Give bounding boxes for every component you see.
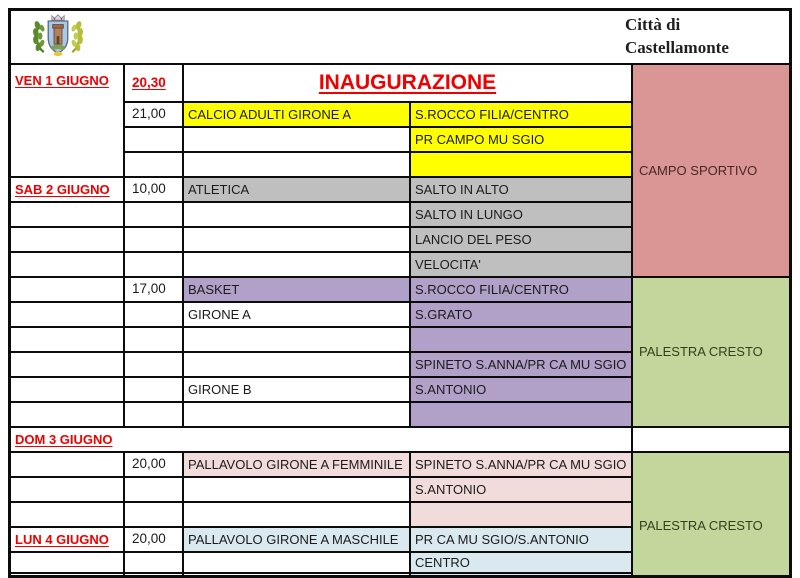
- date-cell: [11, 303, 123, 326]
- location-cell: [411, 153, 631, 176]
- location-cell: S.ANTONIO: [411, 378, 631, 401]
- location-cell: SPINETO S.ANNA/PR CA MU SGIO: [411, 353, 631, 376]
- time-cell: 17,00: [125, 278, 182, 301]
- location-cell: LANCIO DEL PESO: [411, 228, 631, 251]
- venue-palestra-cresto: PALESTRA CRESTO: [633, 453, 789, 578]
- location-cell: VELOCITA': [411, 253, 631, 276]
- date-cell: [11, 378, 123, 401]
- location-cell: [411, 328, 631, 351]
- event-cell: [184, 478, 409, 501]
- time-cell: 20,00: [125, 453, 182, 476]
- date-cell: [11, 203, 123, 226]
- date-cell: [11, 278, 123, 301]
- date-cell: [11, 503, 123, 526]
- event-cell: BASKET: [184, 278, 409, 301]
- date-lun-4-giugno: LUN 4 GIUGNO: [11, 528, 123, 551]
- time-cell: [125, 328, 182, 351]
- event-cell: [184, 353, 409, 376]
- event-cell: [184, 228, 409, 251]
- time-cell: 20,30: [125, 65, 182, 101]
- time-cell: 20,00: [125, 528, 182, 551]
- event-cell: GIRONE B: [184, 378, 409, 401]
- time-cell: 21,00: [125, 103, 182, 126]
- event-cell: [184, 203, 409, 226]
- city-title-line2: Castellamonte: [625, 38, 729, 57]
- event-cell: [184, 328, 409, 351]
- event-cell: PALLAVOLO GIRONE A FEMMINILE: [184, 453, 409, 476]
- location-cell: S.ANTONIO: [411, 478, 631, 501]
- date-dom-3-giugno: DOM 3 GIUGNO: [11, 428, 631, 451]
- date-cell: [11, 553, 123, 572]
- location-cell: S.ROCCO FILIA/CENTRO: [411, 278, 631, 301]
- event-cell: [184, 128, 409, 151]
- date-cell: [11, 453, 123, 476]
- location-cell: CENTRO: [411, 553, 631, 572]
- location-cell: SPINETO S.ANNA/PR CA MU SGIO: [411, 453, 631, 476]
- time-cell: [125, 228, 182, 251]
- date-cell: [11, 574, 123, 578]
- location-cell: SALTO IN ALTO: [411, 178, 631, 201]
- time-cell: [125, 353, 182, 376]
- event-cell: [184, 403, 409, 426]
- venue-campo-sportivo: CAMPO SPORTIVO: [633, 65, 789, 276]
- time-cell: [125, 253, 182, 276]
- event-cell: [184, 503, 409, 526]
- date-ven-1-giugno: VEN 1 GIUGNO: [11, 65, 123, 176]
- venue-cell: [633, 428, 789, 451]
- date-sab-2-giugno: SAB 2 GIUGNO: [11, 178, 123, 201]
- date-cell: [11, 328, 123, 351]
- city-crest-icon: [31, 13, 85, 61]
- time-cell: [125, 503, 182, 526]
- date-cell: [11, 228, 123, 251]
- location-cell: S.GRATO: [411, 303, 631, 326]
- time-cell: [125, 378, 182, 401]
- date-cell: [11, 478, 123, 501]
- location-cell: PR CAMPO MU SGIO: [411, 128, 631, 151]
- date-cell: [11, 253, 123, 276]
- location-cell: [411, 503, 631, 526]
- city-title: [625, 14, 775, 60]
- time-cell: [125, 478, 182, 501]
- event-cell: [184, 574, 409, 578]
- event-inaugurazione: INAUGURAZIONE: [184, 65, 631, 101]
- location-cell: PR CA MU SGIO/S.ANTONIO: [411, 528, 631, 551]
- city-title-line1: Città di: [625, 15, 681, 35]
- date-cell: [11, 353, 123, 376]
- time-cell: [125, 403, 182, 426]
- location-cell: [411, 403, 631, 426]
- time-cell: [125, 303, 182, 326]
- time-cell: 10,00: [125, 178, 182, 201]
- schedule-table: [8, 8, 792, 578]
- venue-palestra-cresto: PALESTRA CRESTO: [633, 278, 789, 426]
- event-cell: [184, 553, 409, 572]
- time-cell: [125, 128, 182, 151]
- event-cell: PALLAVOLO GIRONE A MASCHILE: [184, 528, 409, 551]
- time-cell: [125, 153, 182, 176]
- time-cell: [125, 203, 182, 226]
- event-cell: GIRONE A: [184, 303, 409, 326]
- location-cell: S.ROCCO FILIA/CENTRO: [411, 103, 631, 126]
- location-cell: SALTO IN LUNGO: [411, 203, 631, 226]
- time-cell: [125, 574, 182, 578]
- table-header: [11, 11, 789, 63]
- location-cell: [411, 574, 631, 578]
- event-cell: [184, 253, 409, 276]
- event-cell: [184, 153, 409, 176]
- event-cell: ATLETICA: [184, 178, 409, 201]
- event-cell: CALCIO ADULTI GIRONE A: [184, 103, 409, 126]
- date-cell: [11, 403, 123, 426]
- time-cell: [125, 553, 182, 572]
